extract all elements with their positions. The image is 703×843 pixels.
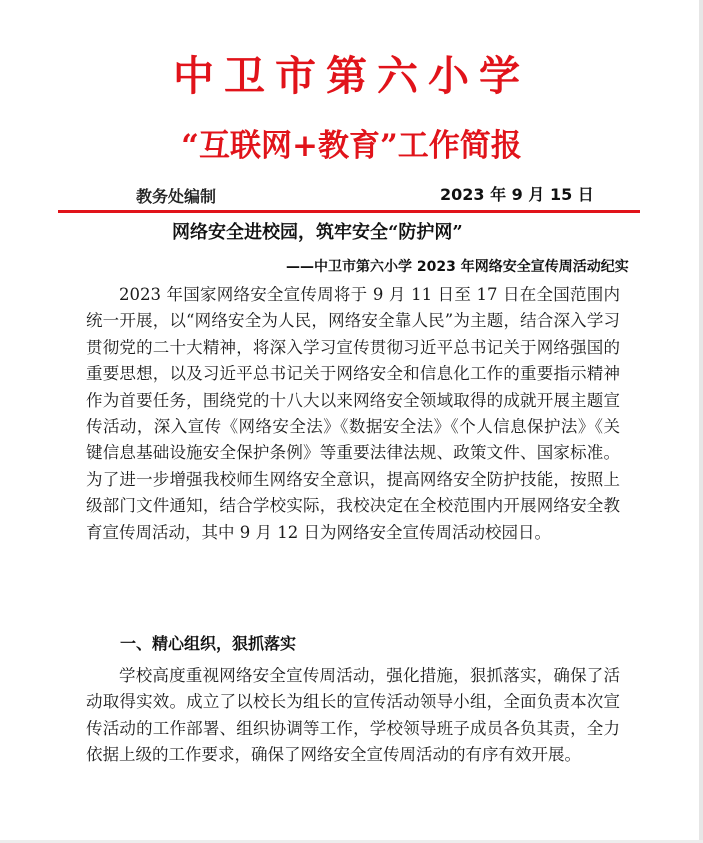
bulletin-title: “互联网+教育”工作简报 (181, 128, 522, 164)
intro-paragraph: 2023 年国家网络安全宣传周将于 9 月 11 日至 17 日在全国范围内统一开展，以“网络安全为人民，网络安全靠人民”为主题，结合深入学习贯彻党的二十大精神，将深入学习宣传贯彻习近平总书记关于网络强国的重要思想，以及习近平总书记关于网络安全和信息化工作的重要指示精神作为首要任务，围绕党的十八大以来网络安全领域取得的成就开展主题宣传活动，深入宣传《网络安全法》《数据安全法》《个人信息保护法》《关键信息基础设施安全保护条例》等重要法律法规、政策文件、国家标准。为了进一步增强我校师生网络安全意识，提高网络安全防护技能，按照上级部门文件通知，结合学校实际，我校决定在全校范围内开展网络安全教育宣传周活动，其中 9 月 12 日为网络安全宣传周活动校园日。 (86, 285, 620, 542)
page-edge-shadow (699, 0, 703, 843)
issue-date: 2023 年 9 月 15 日 (440, 185, 594, 204)
article-title: 网络安全进校园，筑牢安全“防护网” (172, 222, 463, 243)
editor-label: 教务处编制 (136, 187, 217, 206)
section-1-paragraph: 学校高度重视网络安全宣传周活动，强化措施，狠抓落实，确保了活动取得实效。成立了以校长为组长的宣传活动领导小组，全面负责本次宣传活动的工作部署、组织协调等工作，学校领导班子成员各负其责，全力依据上级的工作要求，确保了网络安全宣传周活动的有序有效开展。 (86, 666, 620, 765)
section-heading-1: 一、精心组织，狠抓落实 (120, 634, 297, 653)
school-name-heading: 中卫市第六小学 (173, 52, 530, 100)
header-divider-line (58, 210, 640, 213)
article-subtitle: ——中卫市第六小学 2023 年网络安全宣传周活动纪实 (286, 259, 629, 275)
